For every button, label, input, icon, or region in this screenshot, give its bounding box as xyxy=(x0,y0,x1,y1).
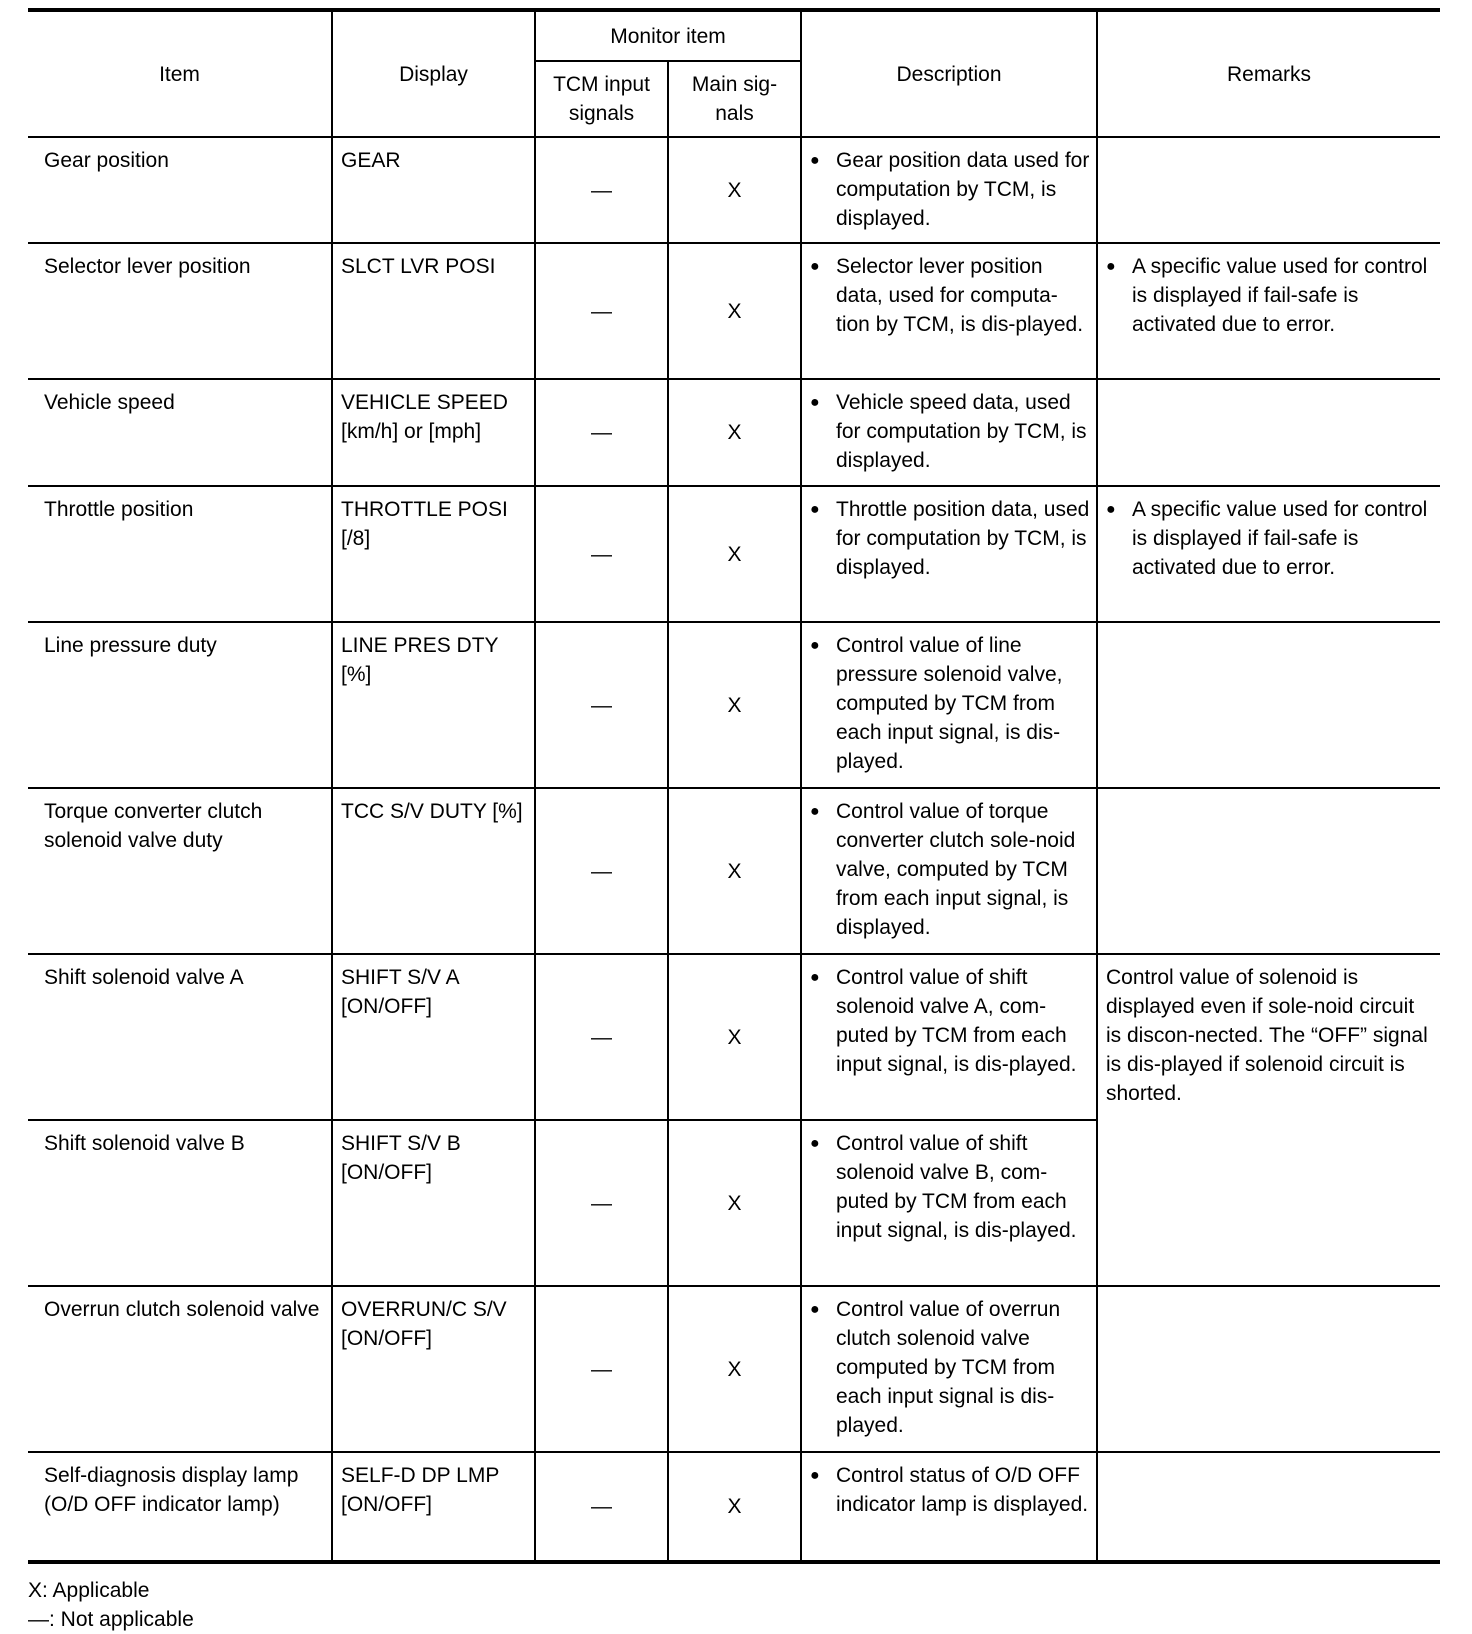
header-description: Description xyxy=(801,10,1097,137)
description-bullet: ● Selector lever position data, used for computa-tion by TCM, is dis-played. xyxy=(810,252,1090,339)
description-cell xyxy=(801,137,1097,243)
table-row xyxy=(28,379,1440,486)
remarks-cell-solenoid xyxy=(1097,954,1440,1286)
main-signal-cell: X xyxy=(668,954,801,1120)
tcm-input-cell: — xyxy=(535,243,668,379)
description-bullet: ● Control value of shift solenoid valve A, com-puted by TCM from each input signal, is dis-played. xyxy=(810,963,1090,1079)
header-monitor-item: Monitor item xyxy=(535,10,801,61)
display-cell: SLCT LVR POSI xyxy=(332,243,535,379)
tcm-input-cell: — xyxy=(535,1452,668,1562)
main-signal-cell: X xyxy=(668,379,801,486)
table-row xyxy=(28,137,1440,243)
tcm-input-cell: — xyxy=(535,379,668,486)
table-row xyxy=(28,1286,1440,1452)
display-cell: GEAR xyxy=(332,137,535,243)
item-cell: Self-diagnosis display lamp (O/D OFF indicator lamp) xyxy=(28,1452,332,1562)
remarks-cell xyxy=(1097,486,1440,622)
header-tcm-input-signals: TCM input signals xyxy=(535,61,668,137)
description-cell xyxy=(801,1286,1097,1452)
main-signal-cell: X xyxy=(668,788,801,954)
display-cell: THROTTLE POSI [/8] xyxy=(332,486,535,622)
table-row xyxy=(28,788,1440,954)
tcm-input-cell: — xyxy=(535,954,668,1120)
display-cell: SHIFT S/V A [ON/OFF] xyxy=(332,954,535,1120)
remarks-cell xyxy=(1097,1286,1440,1452)
main-signal-cell: X xyxy=(668,622,801,788)
header-display: Display xyxy=(332,10,535,137)
tcm-input-cell: — xyxy=(535,1286,668,1452)
description-cell xyxy=(801,1120,1097,1286)
description-bullet: ● Throttle position data, used for computation by TCM, is displayed. xyxy=(810,495,1090,582)
main-signal-cell: X xyxy=(668,137,801,243)
main-signal-cell: X xyxy=(668,1286,801,1452)
footnote-not-applicable: —: Not applicable xyxy=(28,1608,194,1631)
remarks-cell xyxy=(1097,1452,1440,1562)
tcm-input-cell: — xyxy=(535,137,668,243)
tcm-input-cell: — xyxy=(535,486,668,622)
table-row xyxy=(28,243,1440,379)
description-bullet: ● Control value of line pressure solenoid valve, computed by TCM from each input signal, is dis-played. xyxy=(810,631,1090,776)
tcm-input-cell: — xyxy=(535,622,668,788)
remarks-cell xyxy=(1097,243,1440,379)
table-row xyxy=(28,622,1440,788)
item-cell: Line pressure duty xyxy=(28,622,332,788)
display-cell: SHIFT S/V B [ON/OFF] xyxy=(332,1120,535,1286)
display-cell: TCC S/V DUTY [%] xyxy=(332,788,535,954)
description-bullet: ● Control value of torque converter clutch sole-noid valve, computed by TCM from each input signal, is displayed. xyxy=(810,797,1090,942)
monitor-item-table-container xyxy=(28,8,1440,1564)
description-bullet: ● Control value of overrun clutch solenoid valve computed by TCM from each input signal is dis-played. xyxy=(810,1295,1090,1440)
remarks-cell xyxy=(1097,137,1440,243)
table-row xyxy=(28,486,1440,622)
item-cell: Vehicle speed xyxy=(28,379,332,486)
header-item: Item xyxy=(28,10,332,137)
item-cell: Throttle position xyxy=(28,486,332,622)
display-cell: VEHICLE SPEED [km/h] or [mph] xyxy=(332,379,535,486)
footnote-applicable: X: Applicable xyxy=(28,1579,150,1602)
main-signal-cell: X xyxy=(668,486,801,622)
header-remarks: Remarks xyxy=(1097,10,1440,137)
tcm-input-cell: — xyxy=(535,1120,668,1286)
description-bullet: ● Control status of O/D OFF indicator lamp is displayed. xyxy=(810,1461,1090,1519)
remarks-cell xyxy=(1097,622,1440,788)
description-cell xyxy=(801,486,1097,622)
description-bullet: ● Gear position data used for computation by TCM, is displayed. xyxy=(810,146,1090,233)
monitor-item-table xyxy=(28,8,1440,1564)
description-cell xyxy=(801,379,1097,486)
item-cell: Shift solenoid valve A xyxy=(28,954,332,1120)
header-main-signals: Main sig-nals xyxy=(668,61,801,137)
description-cell xyxy=(801,788,1097,954)
table-row xyxy=(28,1452,1440,1562)
tcm-input-cell: — xyxy=(535,788,668,954)
description-cell xyxy=(801,622,1097,788)
display-cell: OVERRUN/C S/V [ON/OFF] xyxy=(332,1286,535,1452)
description-cell xyxy=(801,243,1097,379)
remarks-bullet: ● A specific value used for control is displayed if fail-safe is activated due to error. xyxy=(1106,495,1434,582)
table-row xyxy=(28,954,1440,1120)
description-bullet: ● Vehicle speed data, used for computation by TCM, is displayed. xyxy=(810,388,1090,475)
remarks-cell xyxy=(1097,379,1440,486)
description-cell xyxy=(801,954,1097,1120)
item-cell: Overrun clutch solenoid valve xyxy=(28,1286,332,1452)
item-cell: Torque converter clutch solenoid valve duty xyxy=(28,788,332,954)
main-signal-cell: X xyxy=(668,1120,801,1286)
display-cell: LINE PRES DTY [%] xyxy=(332,622,535,788)
item-cell: Selector lever position xyxy=(28,243,332,379)
description-bullet: ● Control value of shift solenoid valve B, com-puted by TCM from each input signal, is dis-played. xyxy=(810,1129,1090,1245)
remarks-text: Control value of solenoid is displayed even if sole-noid circuit is discon-nected. The “OFF” signal is dis-played if solenoid circuit is shorted. xyxy=(1106,966,1428,1105)
display-cell: SELF-D DP LMP [ON/OFF] xyxy=(332,1452,535,1562)
main-signal-cell: X xyxy=(668,1452,801,1562)
remarks-bullet: ● A specific value used for control is displayed if fail-safe is activated due to error. xyxy=(1106,252,1434,339)
item-cell: Shift solenoid valve B xyxy=(28,1120,332,1286)
main-signal-cell: X xyxy=(668,243,801,379)
item-cell: Gear position xyxy=(28,137,332,243)
description-cell xyxy=(801,1452,1097,1562)
remarks-cell xyxy=(1097,788,1440,954)
